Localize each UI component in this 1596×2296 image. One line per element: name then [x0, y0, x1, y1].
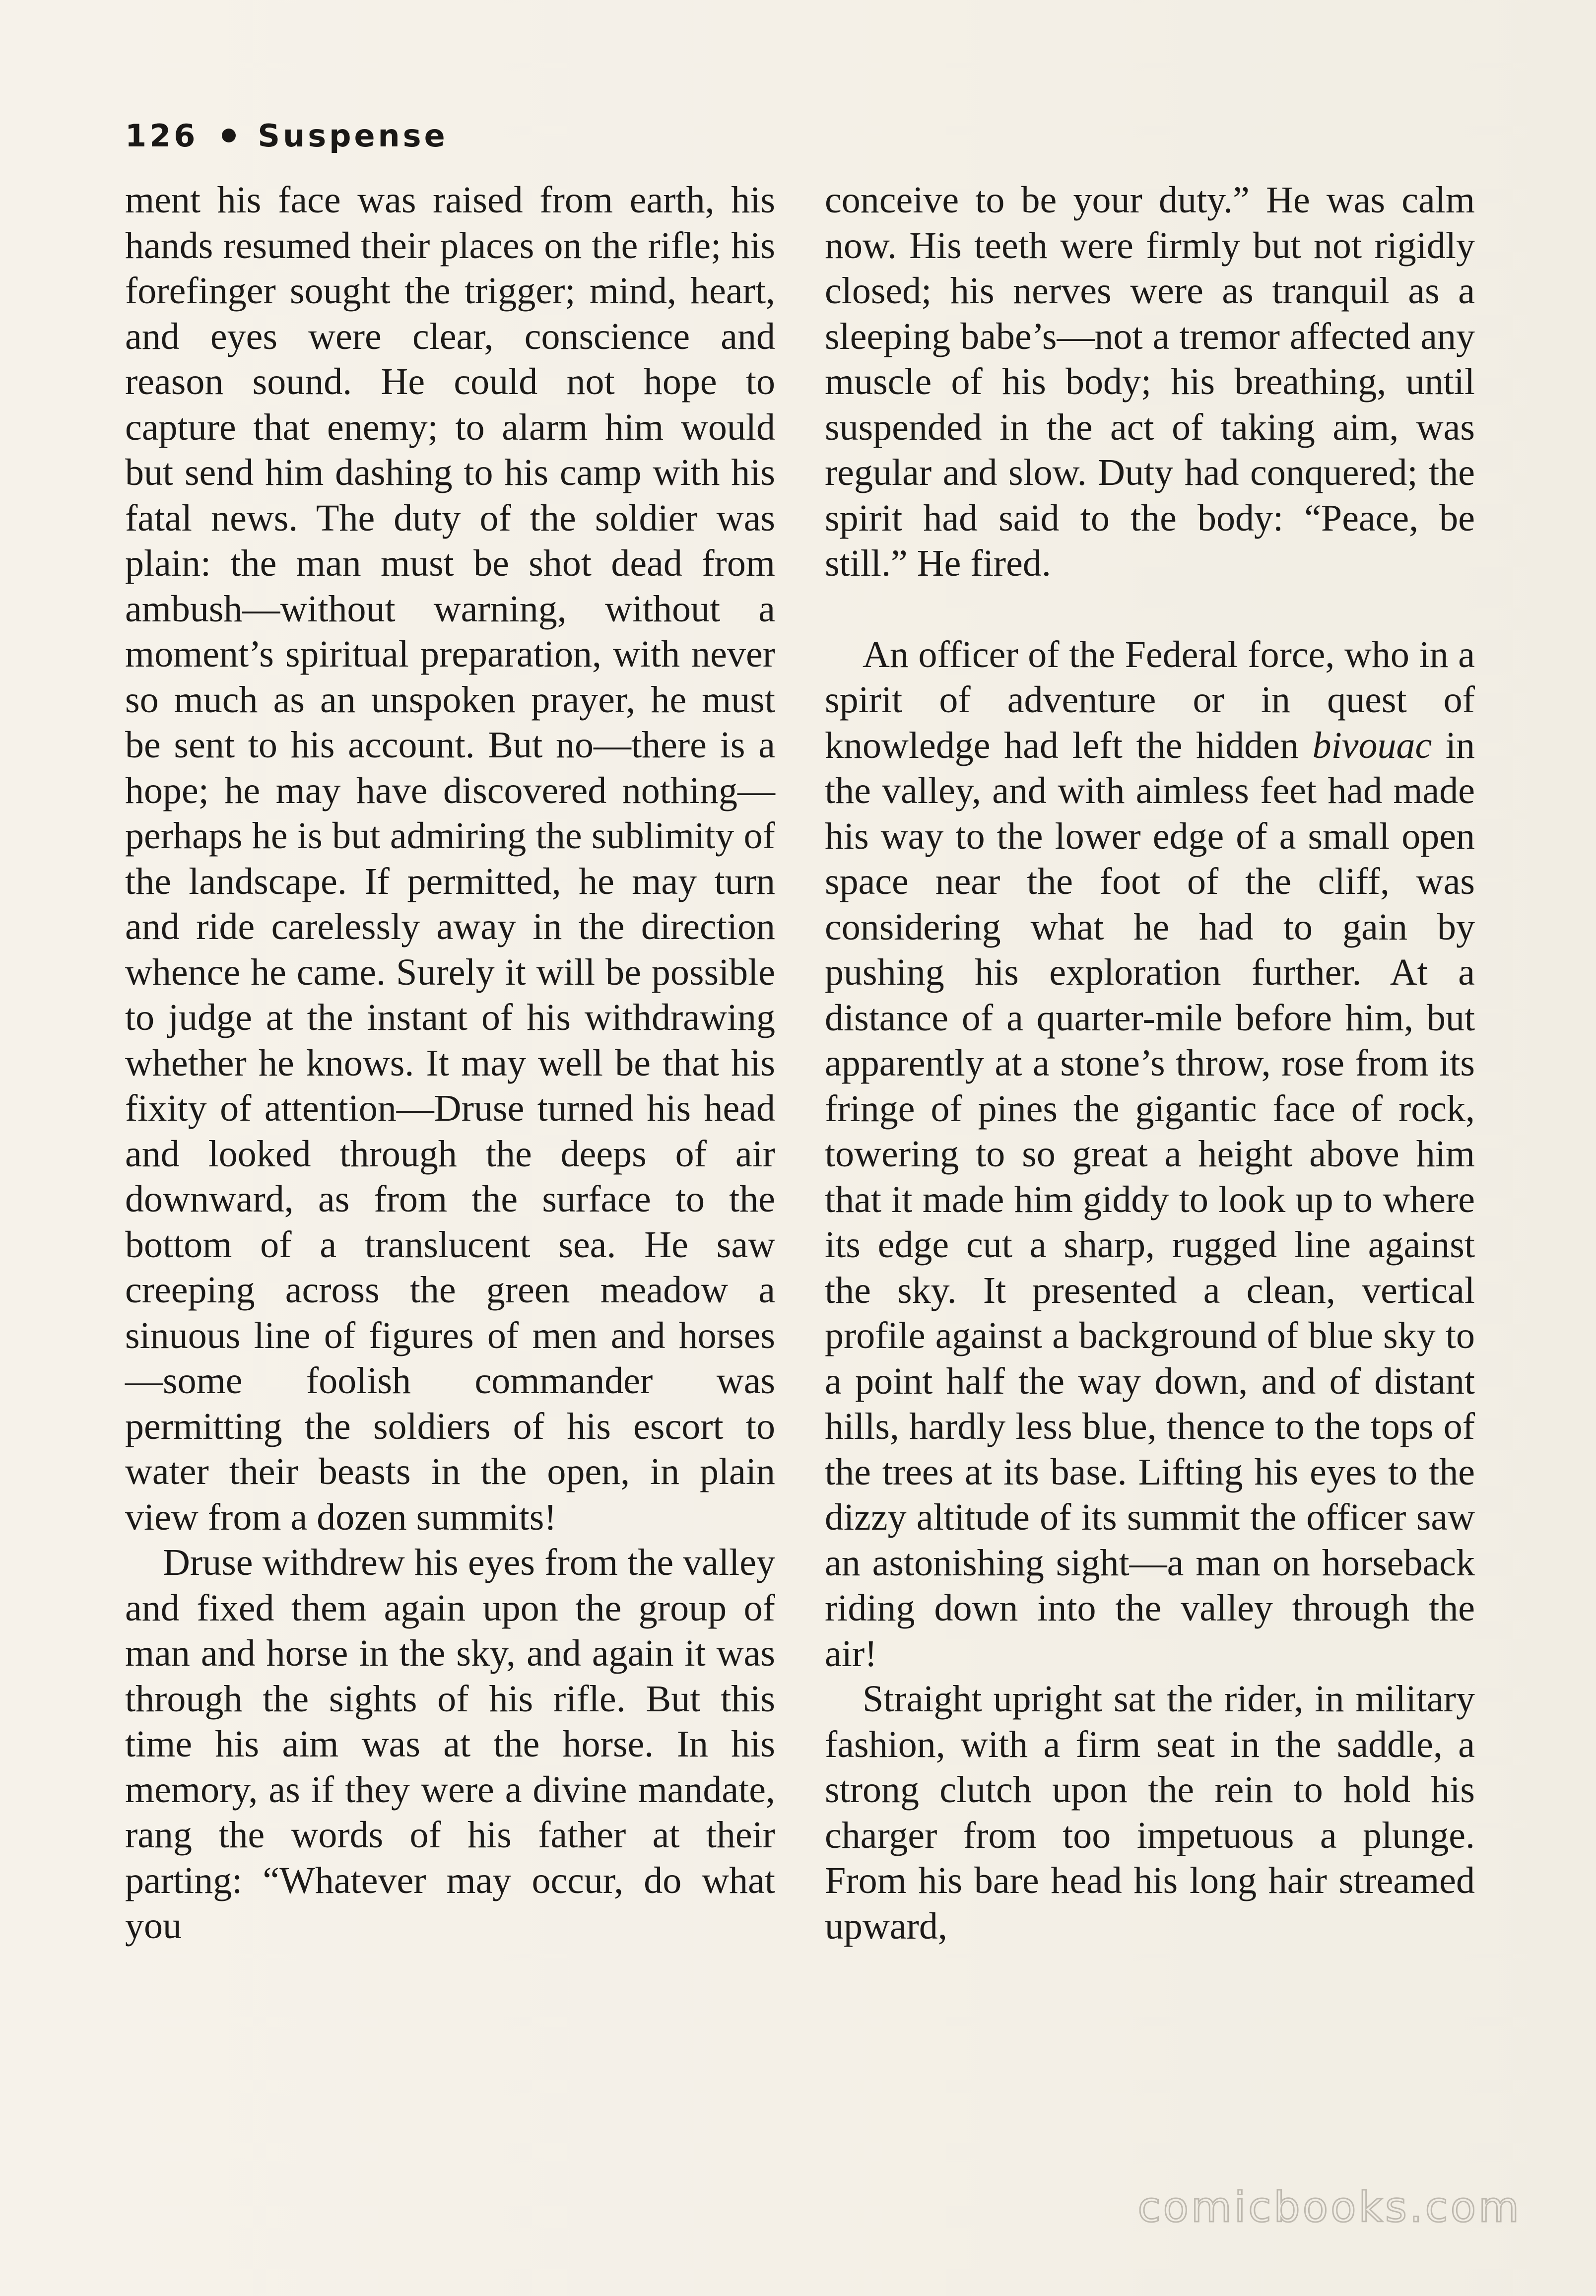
watermark: comicbooks.com	[1137, 2183, 1522, 2231]
right-column	[825, 178, 1475, 1949]
running-head	[125, 108, 448, 163]
running-title: Suspense	[258, 117, 448, 154]
right-paragraph-3: Straight upright sat the rider, in military fashion, with a firm seat in the saddle, a strong clutch upon the rein to hold his charger from too impetuous a plunge. From his bare head his long hair streamed upward,	[825, 1678, 1475, 1947]
left-column	[125, 178, 775, 1949]
left-paragraph-2: Druse withdrew his eyes from the valley and fixed them again upon the group of man and horse in the sky, and again it was through the sights of his rifle. But this time his aim was at the horse. In his memory, as if they were a divine mandate, rang the words of his father at their parting: “Whatever may occur, do what you	[125, 1542, 775, 1947]
page-number: 126	[125, 117, 199, 154]
right-paragraph-2-end: in the valley, and with aimless feet had made his way to the lower edge of a small open space near the foot of the cliff, was considering what he had to gain by pushing his exploration further. At a distance of a quarter-mile before him, but apparently at a stone’s throw, rose from its fringe of pines the gigantic face of rock, towering to so great a height above him that it made him giddy to look up to where its edge cut a sharp, rugged line against the sky. It presented a clean, vertical profile against a background of blue sky to a point half the way down, and of distant hills, hardly less blue, thence to the tops of the trees at its base. Lifting his eyes to the dizzy altitude of its summit the officer saw an astonishing sight—a man on horseback riding down into the valley through the air!	[825, 724, 1475, 1675]
right-paragraph-2-start: An officer of the Federal force, who in a spirit of adventure or in quest of knowledge had left the hidden	[825, 633, 1475, 766]
right-paragraph-1: conceive to be your duty.” He was calm now. His teeth were firmly but not rigidly closed; his nerves were as tranquil as a sleeping babe’s—not a tremor affected any muscle of his body; his breathing, until suspended in the act of taking aim, was regular and slow. Duty had conquered; the spirit had said to the body: “Peace, be still.” He fired.	[825, 179, 1475, 584]
italic-word-bivouac: bivouac	[1312, 724, 1432, 766]
bullet-separator	[222, 129, 236, 142]
left-paragraph-1: ment his face was raised from earth, his hands resumed their places on the rifle; his forefinger sought the trigger; mind, heart, and eyes were clear, conscience and reason sound. He could not hope to capture that enemy; to alarm him would but send him dashing to his camp with his fatal news. The duty of the soldier was plain: the man must be shot dead from ambush—without warning, without a moment’s spiritual preparation, with never so much as an unspoken prayer, he must be sent to his account. But no—there is a hope; he may have discovered nothing—perhaps he is but admiring the sublimity of the landscape. If permitted, he may turn and ride carelessly away in the direction whence he came. Surely it will be possible to judge at the instant of his withdrawing whether he knows. It may well be that his fixity of attention—Druse turned his head and looked through the deeps of air downward, as from the surface to the bottom of a translucent sea. He saw creeping across the green meadow a sinuous line of figures of men and horses—some foolish commander was permitting the soldiers of his escort to water their beasts in the open, in plain view from a dozen summits!	[125, 179, 775, 1538]
right-paragraph-2	[825, 632, 1475, 1677]
